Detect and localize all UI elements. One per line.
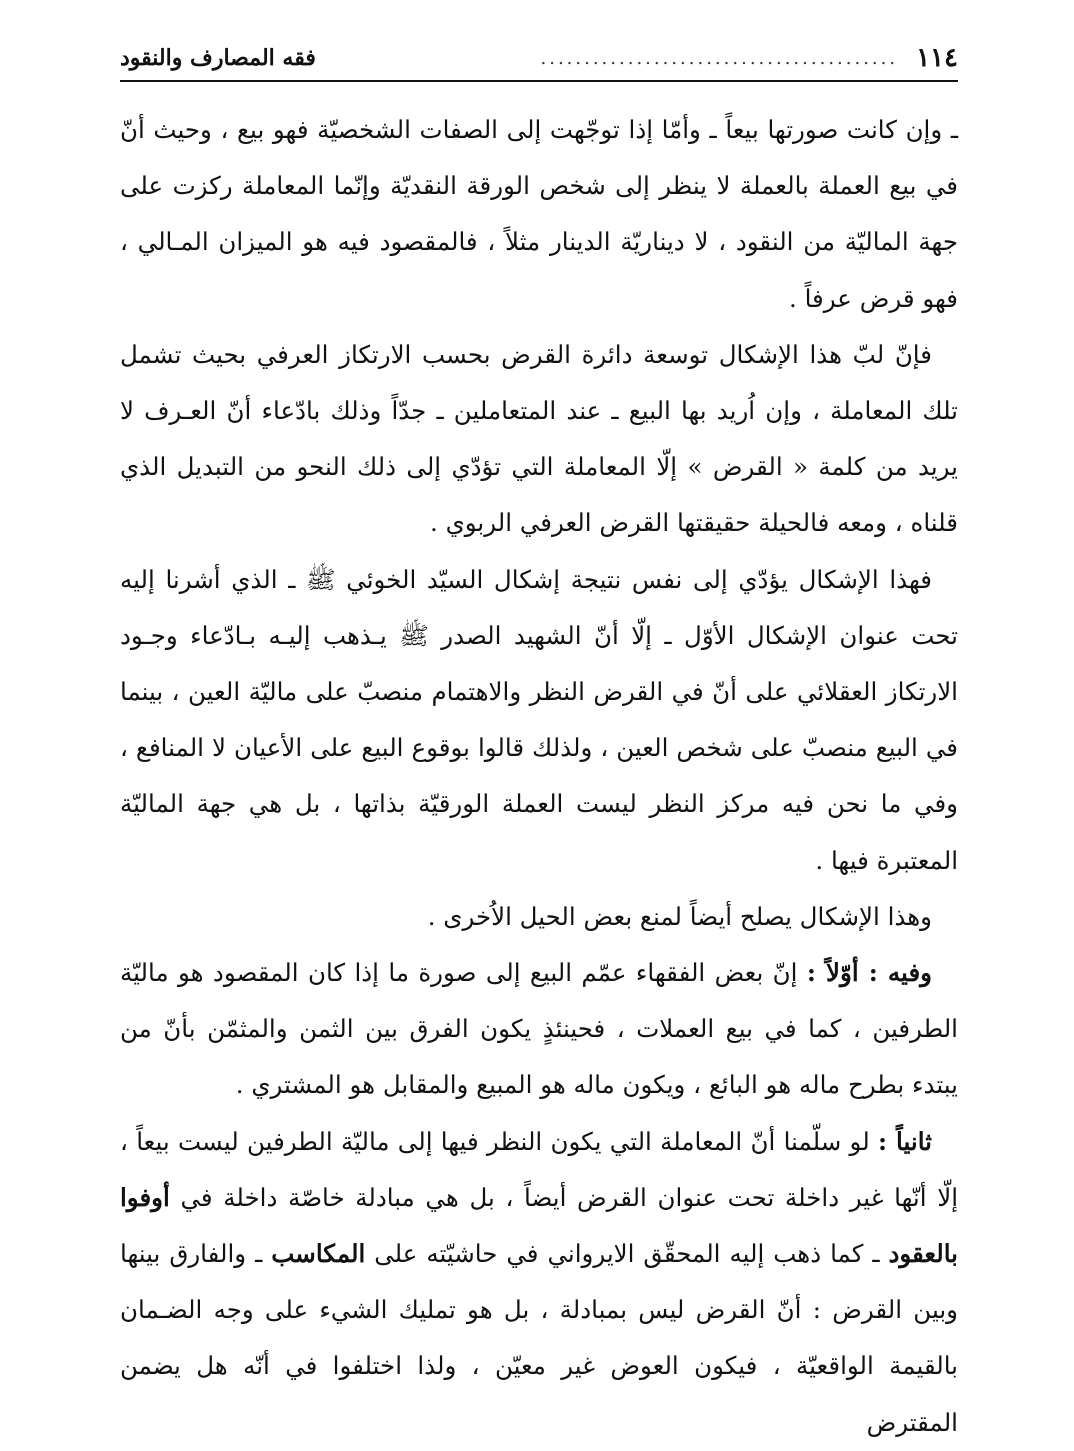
page-body (120, 102, 958, 1451)
page-number: ١١٤ (916, 43, 958, 73)
paragraph-1: ـ وإن كانت صورتها بيعاً ـ وأمّا إذا توجّهت إلى الصفات الشخصيّة فهو بيع ، وحيث أنّ في بيع العملة بالعملة لا ينظر إلى شخص الورقة النقديّة وإنّما المعاملة ركزت على جهة الماليّة من النقود ، لا ديناريّة الدينار مثلاً ، فالمقصود فيه هو الميزان المـالي ، فهو قرض عرفاً . (120, 115, 958, 313)
paragraph-5-text: إنّ بعض الفقهاء عمّم البيع إلى صورة ما إذا كان المقصود هو ماليّة الطرفين ، كما في بيع العملات ، فحينئذٍ يكون الفرق بين الثمن والمثمّن بأنّ من يبتدء بطرح ماله هو البائع ، ويكون ماله هو المبيع والمقابل هو المشتري . (120, 958, 958, 1100)
paragraph-6 (120, 1114, 958, 1451)
page-header (120, 36, 958, 82)
paragraph-6-text-a: لو سلّمنا أنّ المعاملة التي يكون النظر فيها إلى ماليّة الطرفين ليست بيعاً ، إلّا أنّها غير داخلة تحت عنوان القرض أيضاً ، بل هي مبادلة خاصّة داخلة في (120, 1126, 958, 1212)
first-objection-label: وفيه : أوّلاً : (806, 958, 932, 988)
running-title: فقه المصارف والنقود (120, 45, 316, 71)
paragraph-4: وهذا الإشكال يصلح أيضاً لمنع بعض الحيل الاُخرى . (427, 901, 932, 931)
verse-reference: أوفوا بالعقود (120, 1182, 958, 1269)
leader-dots: ......................................... (540, 47, 899, 69)
book-page (120, 36, 958, 1437)
paragraph-6-text-b: ـ كما ذهب إليه المحقّق الايرواني في حاشيّته على (365, 1239, 889, 1269)
book-reference: المكاسب (271, 1239, 366, 1269)
paragraph-3: فهذا الإشكال يؤدّي إلى نفس نتيجة إشكال السيّد الخوئي ﷺ ـ الذي أشرنا إليه تحت عنوان الإشكال الأوّل ـ إلّا أنّ الشهيد الصدر ﷺ يـذهب إليـه بـادّعاء وجـود الارتكاز العقلائي على أنّ في القرض النظر والاهتمام منصبّ على ماليّة العين ، بينما في البيع منصبّ على شخص العين ، ولذلك قالوا بوقوع البيع على الأعيان لا المنافع ، وفي ما نحن فيه مركز النظر ليست العملة الورقيّة بذاتها ، بل هي جهة الماليّة المعتبرة فيها . (120, 564, 958, 875)
paragraph-5 (120, 945, 958, 1114)
paragraph-2: فإنّ لبّ هذا الإشكال توسعة دائرة القرض بحسب الارتكاز العرفي بحيث تشمل تلك المعاملة ، وإن اُريد بها البيع ـ عند المتعاملين ـ جدّاً وذلك بادّعاء أنّ العـرف لا يريد من كلمة « القرض » إلّا المعاملة التي تؤدّي إلى ذلك النحو من التبديل الذي قلناه ، ومعه فالحيلة حقيقتها القرض العرفي الربوي . (120, 339, 958, 538)
second-objection-label: ثانياً : (877, 1126, 932, 1156)
paragraph-6-text-c: ـ والفارق بينها وبين القرض : أنّ القرض ليس بمبادلة ، بل هو تمليك الشيء على وجه الضـمان بالقيمة الواقعيّة ، فيكون العوض غير معيّن ، ولذا اختلفوا في أنّه هل يضمن المقترض (120, 1239, 958, 1437)
